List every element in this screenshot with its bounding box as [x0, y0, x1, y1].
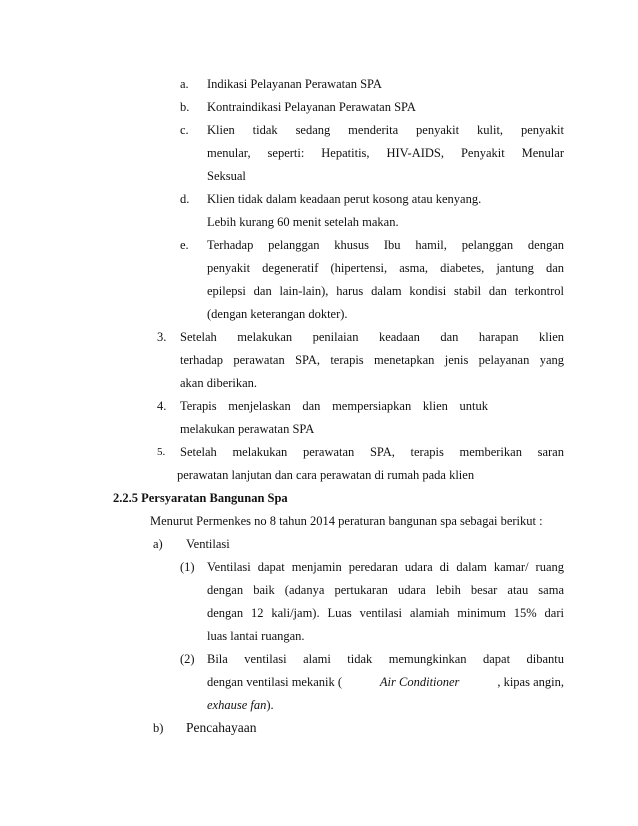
list-item-line: menular, seperti: Hepatitis, HIV-AIDS, Penyakit Menular	[207, 146, 564, 160]
line-text-italic: exhause fan	[207, 698, 267, 712]
list-marker: a.	[180, 77, 189, 91]
list-marker: (1)	[180, 560, 195, 574]
list-marker: 5.	[157, 446, 166, 458]
list-item-line: akan diberikan.	[180, 376, 258, 390]
list-marker: b.	[180, 100, 190, 114]
list-marker: a)	[153, 537, 163, 551]
list-item-line: (dengan keterangan dokter).	[207, 307, 348, 321]
list-marker: e.	[180, 238, 189, 252]
list-marker: 3.	[157, 330, 167, 344]
list-item-line: penyakit degeneratif (hipertensi, asma, diabetes, jantung dan	[207, 261, 564, 275]
list-item-line: Klien tidak dalam keadaan perut kosong atau kenyang.	[207, 192, 482, 206]
list-item-line	[207, 696, 274, 714]
list-item-line: Terapis menjelaskan dan mempersiapkan klien untuk	[180, 399, 488, 413]
list-item-line: Bila ventilasi alami tidak memungkinkan dapat dibantu	[207, 652, 564, 666]
line-text: , kipas angin,	[497, 675, 564, 689]
line-text: ).	[266, 698, 274, 712]
list-marker: (2)	[180, 652, 195, 666]
list-item-line: perawatan lanjutan dan cara perawatan di rumah pada klien	[177, 468, 475, 482]
list-item-line: Setelah melakukan penilaian keadaan dan harapan klien	[180, 330, 564, 344]
list-item-text: Kontraindikasi Pelayanan Perawatan SPA	[207, 100, 416, 114]
list-item-line: Setelah melakukan perawatan SPA, terapis memberikan saran	[180, 445, 564, 459]
list-item-line: terhadap perawatan SPA, terapis menetapkan jenis pelayanan yang	[180, 353, 564, 367]
section-heading: 2.2.5 Persyaratan Bangunan Spa	[113, 491, 288, 505]
subsection-label: Ventilasi	[186, 537, 230, 551]
list-marker: d.	[180, 192, 190, 206]
list-item-line: dengan baik (adanya pertukaran udara lebih besar atau sama	[207, 583, 564, 597]
list-marker: c.	[180, 123, 189, 137]
list-item-line: Terhadap pelanggan khusus Ibu hamil, pelanggan dengan	[207, 238, 564, 252]
list-marker: 4.	[157, 399, 167, 413]
list-item-line: epilepsi dan lain-lain), harus dalam kondisi stabil dan terkontrol	[207, 284, 564, 298]
subsection-label: Pencahayaan	[186, 720, 257, 735]
list-item-line: Klien tidak sedang menderita penyakit kulit, penyakit	[207, 123, 564, 137]
section-intro: Menurut Permenkes no 8 tahun 2014 peraturan bangunan spa sebagai berikut :	[150, 514, 543, 528]
line-text-italic: Air Conditioner	[379, 675, 460, 689]
list-item-text: Indikasi Pelayanan Perawatan SPA	[207, 77, 382, 91]
list-item-line: melakukan perawatan SPA	[180, 422, 315, 436]
list-item-line: luas lantai ruangan.	[207, 629, 305, 643]
list-marker: b)	[153, 721, 164, 735]
list-item-line: Lebih kurang 60 menit setelah makan.	[207, 215, 399, 229]
list-item-line: dengan 12 kali/jam). Luas ventilasi alamiah minimum 15% dari	[207, 606, 564, 620]
list-item-line: Seksual	[207, 169, 246, 183]
list-item-line: Ventilasi dapat menjamin peredaran udara di dalam kamar/ ruang	[207, 560, 564, 574]
list-item-line	[207, 673, 564, 691]
line-text: dengan ventilasi mekanik (	[207, 675, 343, 689]
